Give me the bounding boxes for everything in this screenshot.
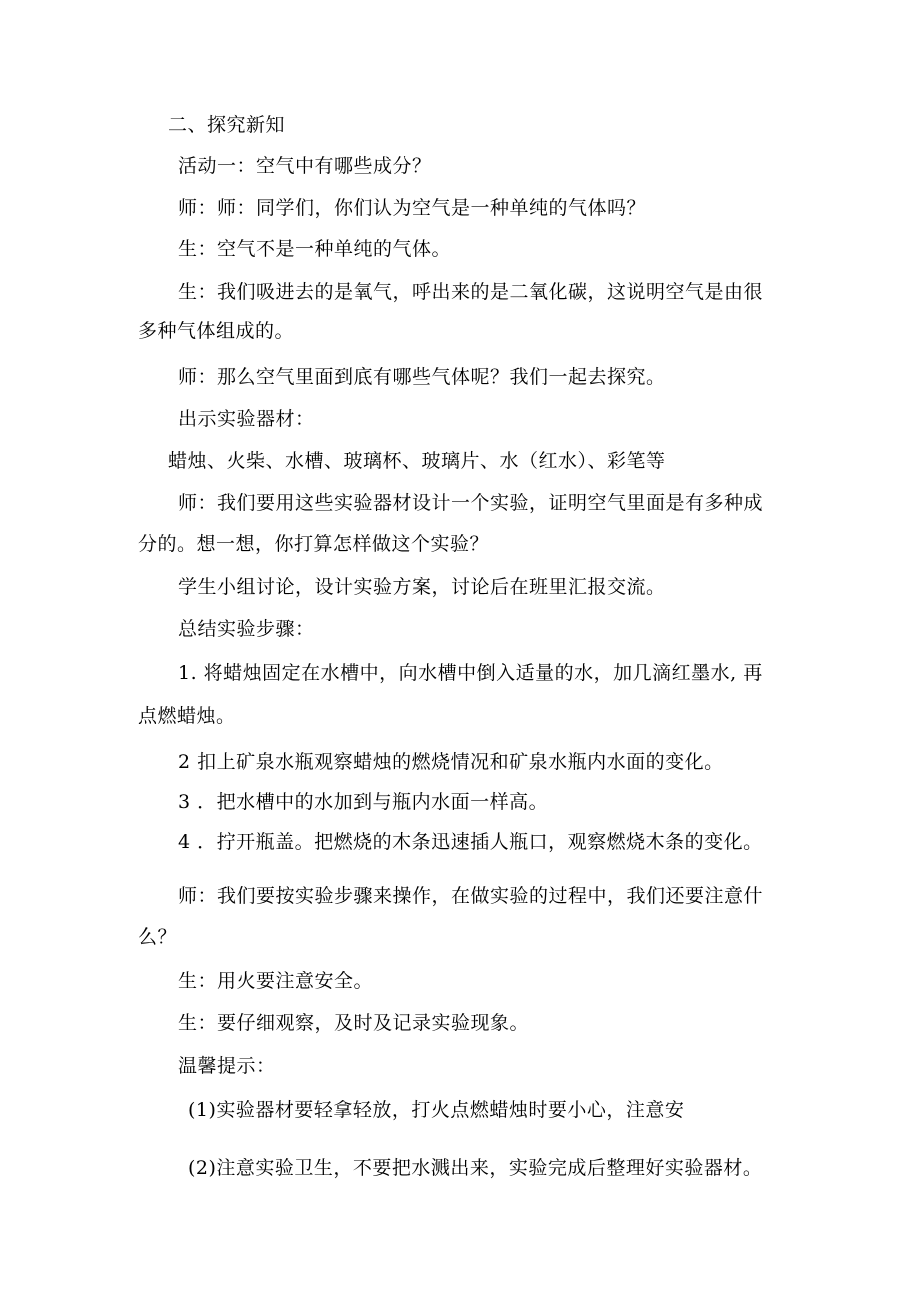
paragraph: 生：用火要注意安全。 [178,970,374,992]
tips-heading: 温馨提示： [178,1055,276,1077]
activity-title: 活动一：空气中有哪些成分？ [178,155,432,177]
materials-list: 蜡烛、火柴、水槽、玻璃杯、玻璃片、水（红水）、彩笔等 [168,450,666,472]
paragraph: 生：空气不是一种单纯的气体。 [178,238,452,260]
paragraph-line: 生：我们吸进去的是氧气，呼出来的是二氧化碳，这说明空气是由很 [178,281,764,303]
paragraph: 出示实验器材： [178,408,315,430]
section-heading: 二、探究新知 [168,114,286,136]
step-line: 1. 将蜡烛固定在水槽中，向水槽中倒入适量的水，加几滴红墨水, 再 [178,662,763,684]
paragraph-line: 么？ [138,926,178,948]
step-line: 2 扣上矿泉水瓶观察蜡烛的燃烧情况和矿泉水瓶内水面的变化。 [178,751,724,773]
step-line: 点燃蜡烛。 [138,705,236,727]
paragraph: 生：要仔细观察，及时及记录实验现象。 [178,1012,530,1034]
paragraph-line: 多种气体组成的。 [138,320,295,342]
tip-item: (2)注意实验卫生，不要把水溅出来，实验完成后整理好实验器材。 [188,1157,763,1179]
step-line: 4 ．拧开瓶盖。把燃烧的木条迅速插人瓶口，观察燃烧木条的变化。 [178,831,763,853]
step-line: 3 ．把水槽中的水加到与瓶内水面一样高。 [178,791,549,813]
paragraph-line: 分的。想一想，你打算怎样做这个实验？ [138,533,490,555]
paragraph-line: 师：我们要用这些实验器材设计一个实验，证明空气里面是有多种成 [178,492,764,514]
paragraph: 总结实验步骤： [178,618,315,640]
tip-item: (1)实验器材要轻拿轻放，打火点燃蜡烛时要小心，注意安 [188,1099,685,1121]
paragraph: 师：师：同学们，你们认为空气是一种单纯的气体吗？ [178,197,647,219]
paragraph: 学生小组讨论，设计实验方案，讨论后在班里汇报交流。 [178,576,666,598]
paragraph-line: 师：我们要按实验步骤来操作，在做实验的过程中，我们还要注意什 [178,885,764,907]
paragraph: 师：那么空气里面到底有哪些气体呢？我们一起去探究。 [178,366,666,388]
